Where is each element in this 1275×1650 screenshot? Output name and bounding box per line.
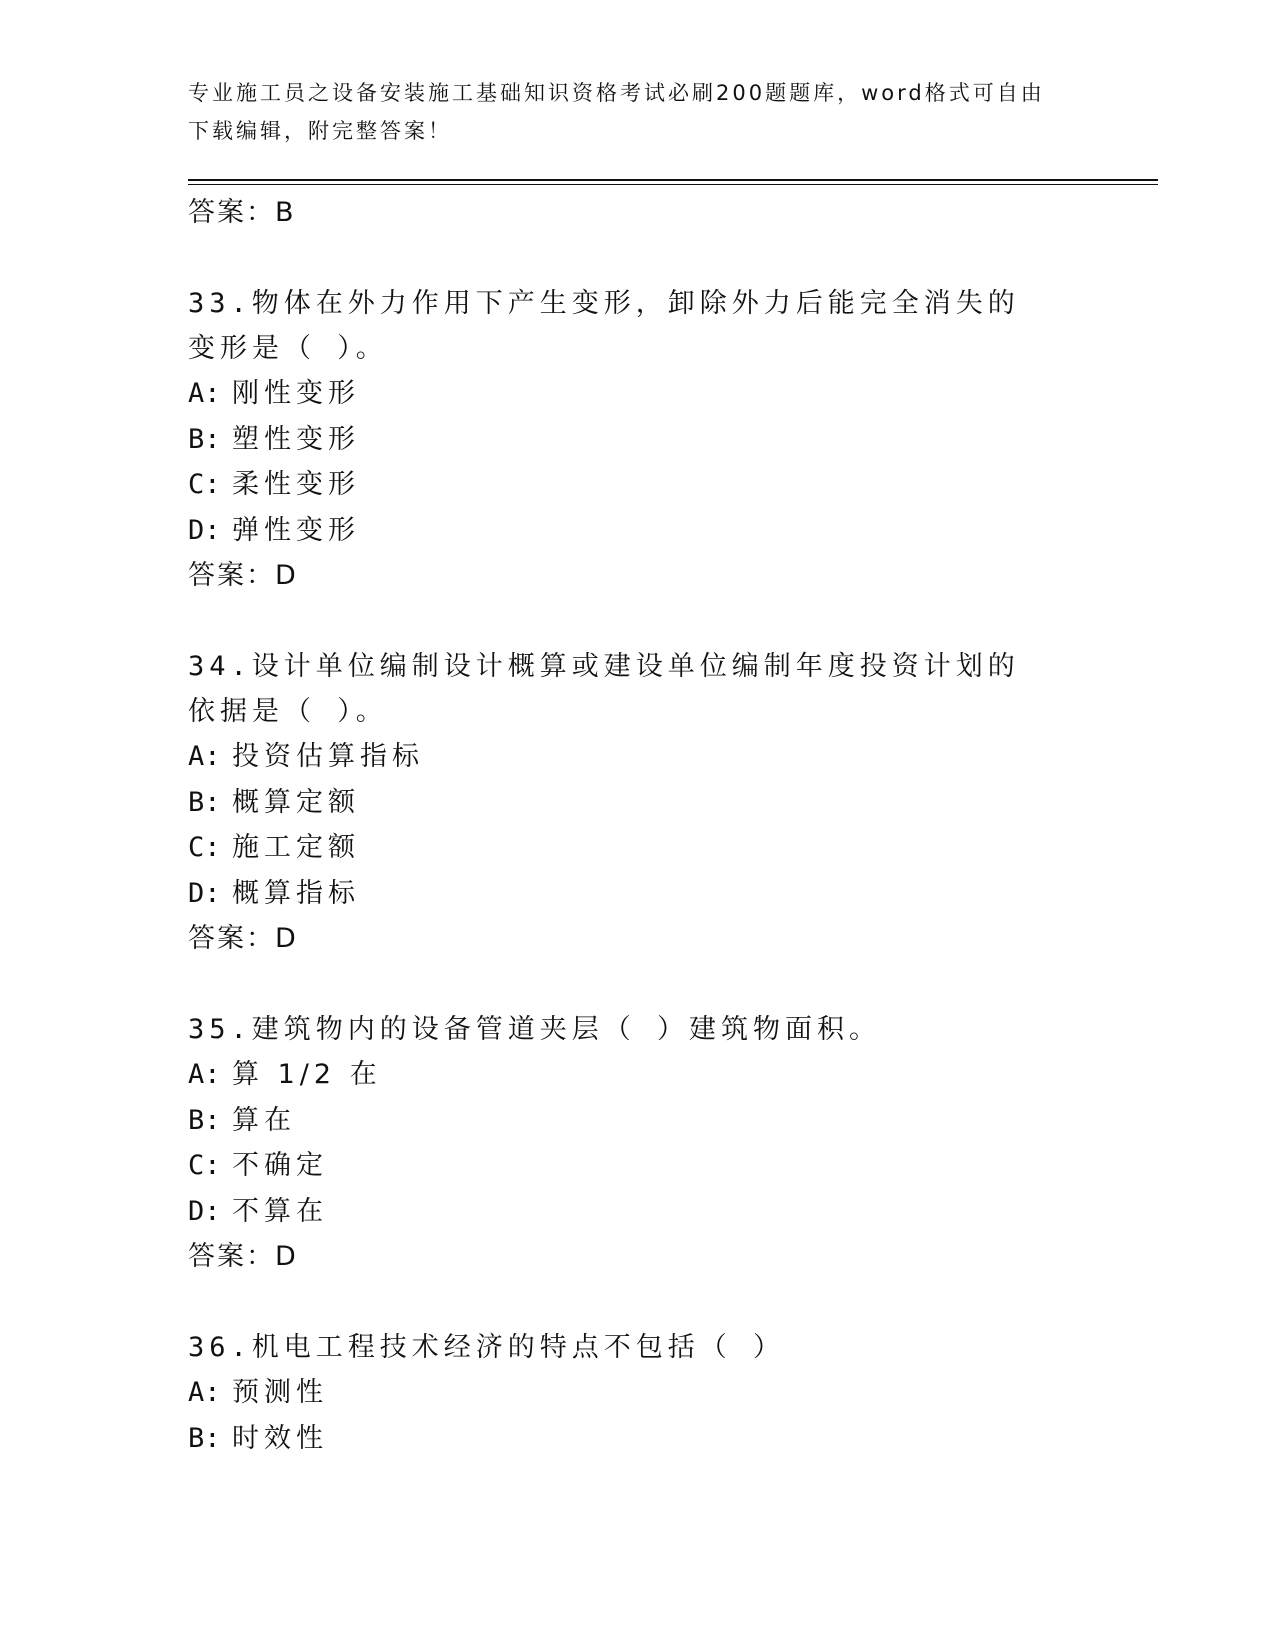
option-text: 弹性变形 [232,514,360,546]
question-list [188,186,1088,1461]
option-letter: B: [188,1422,221,1454]
option-text: 概算定额 [232,786,360,818]
option-a [188,371,1088,417]
option-a [188,1052,1088,1098]
option-letter: A: [188,1377,221,1408]
option-text: 算在 [232,1104,296,1136]
document-header [188,74,1068,150]
option-letter: D: [188,1195,221,1227]
answer: 答案：D [188,560,298,591]
question-33 [188,281,1088,599]
option-letter: C: [188,469,221,500]
option-c [188,462,1088,508]
option-letter: B: [188,786,221,818]
option-c [188,825,1088,871]
option-letter: B: [188,423,221,455]
option-letter: D: [188,514,221,546]
option-letter: A: [188,378,221,409]
option-text: 施工定额 [232,832,360,863]
question-34 [188,644,1088,962]
header-text: 专业施工员之设备安装施工基础知识资格考试必刷200题题库，word格式可自由下载编辑，附完整答案！ [188,81,1045,143]
option-text: 刚性变形 [232,378,360,409]
question-35 [188,1007,1088,1280]
question-36 [188,1325,1088,1461]
option-letter: B: [188,1104,221,1136]
question-stem: 35.建筑物内的设备管道夹层（ ）建筑物面积。 [188,1014,882,1045]
option-letter: C: [188,1150,221,1181]
option-d [188,871,1088,917]
answer: 答案：D [188,923,298,954]
option-text: 时效性 [232,1422,328,1454]
question-stem: 33.物体在外力作用下产生变形，卸除外力后能完全消失的变形是（ ）。 [188,288,1020,364]
question-stem: 36.机电工程技术经济的特点不包括（ ） [188,1332,786,1363]
option-text: 算 1/2 在 [232,1059,382,1090]
option-text: 预测性 [232,1377,328,1408]
question-stem: 34.设计单位编制设计概算或建设单位编制年度投资计划的依据是（ ）。 [188,651,1020,727]
option-letter: A: [188,1059,221,1090]
option-b [188,1098,1088,1144]
option-b [188,417,1088,463]
option-text: 不确定 [232,1150,328,1181]
option-text: 投资估算指标 [232,741,424,772]
option-letter: C: [188,832,221,863]
option-d [188,508,1088,554]
option-text: 柔性变形 [232,469,360,500]
option-b [188,1416,1088,1462]
header-divider-thin [188,184,1158,185]
option-letter: D: [188,877,221,909]
answer: 答案：D [188,1241,298,1272]
option-text: 概算指标 [232,877,360,909]
option-text: 不算在 [232,1195,328,1227]
option-text: 塑性变形 [232,423,360,455]
option-c [188,1143,1088,1189]
option-d [188,1189,1088,1235]
option-a [188,1370,1088,1416]
option-a [188,734,1088,780]
option-letter: A: [188,741,221,772]
header-divider-thick [188,179,1158,181]
answer-q32: 答案：B [188,197,296,228]
option-b [188,780,1088,826]
